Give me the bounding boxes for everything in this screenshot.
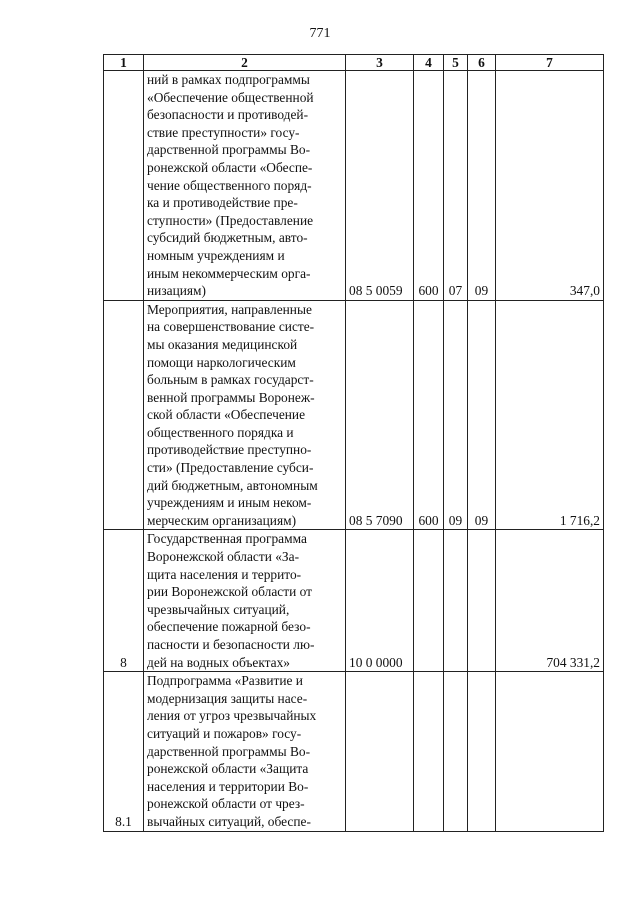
- description-line: ний в рамках подпрограммы: [147, 72, 310, 87]
- description-line: венной программы Воронеж-: [147, 389, 315, 405]
- section-code: [444, 530, 468, 672]
- subsection-code: 09: [468, 71, 496, 301]
- description-line: дарственной программы Во-: [147, 142, 311, 158]
- expense-type: 600: [414, 300, 444, 530]
- description-line: учреждениям и иным неком-: [147, 495, 312, 511]
- description-line: больным в рамках государст-: [147, 372, 314, 388]
- page-number: 771: [309, 26, 331, 41]
- column-header: 7: [496, 55, 604, 71]
- description-line: дий бюджетным, автономным: [147, 477, 318, 493]
- description-line: мы оказания медицинской: [147, 336, 298, 352]
- description-line: мерческим организациям): [147, 512, 297, 528]
- description-line: ронежской области от чрез-: [147, 796, 305, 812]
- budget-code: 10 0 0000: [346, 530, 414, 672]
- table-row: [104, 530, 604, 672]
- column-header: 5: [444, 55, 468, 71]
- section-code: 09: [444, 300, 468, 530]
- amount-value: [496, 672, 604, 831]
- subsection-code: [468, 530, 496, 672]
- column-header: 1: [104, 55, 144, 71]
- expense-type: [414, 672, 444, 831]
- section-code: 07: [444, 71, 468, 301]
- description-line: помощи наркологическим: [147, 354, 296, 370]
- budget-table: [103, 54, 604, 832]
- row-number: 8: [104, 530, 144, 672]
- subsection-code: 09: [468, 300, 496, 530]
- description-line: ступности» (Предоставление: [147, 212, 314, 228]
- amount-value: 704 331,2: [496, 530, 604, 672]
- table-row: [104, 672, 604, 831]
- description-line: Мероприятия, направленные: [147, 301, 312, 317]
- description-line: пасности и безопасности лю-: [147, 637, 315, 652]
- column-header: 4: [414, 55, 444, 71]
- row-number: [104, 300, 144, 530]
- budget-code: 08 5 0059: [346, 71, 414, 301]
- amount-value: 347,0: [496, 71, 604, 301]
- description-line: дей на водных объектах»: [147, 654, 291, 670]
- row-description: [144, 300, 346, 530]
- row-number: 8.1: [104, 672, 144, 831]
- row-description: [144, 71, 346, 301]
- description-line: ронежской области «Обеспе-: [147, 159, 313, 175]
- column-header: 6: [468, 55, 496, 71]
- description-line: ствие преступности» госу-: [147, 124, 300, 140]
- amount-value: 1 716,2: [496, 300, 604, 530]
- table-row: [104, 71, 604, 301]
- column-header: 3: [346, 55, 414, 71]
- description-line: щита населения и террито-: [147, 566, 302, 582]
- description-line: модернизация защиты насе-: [147, 690, 308, 706]
- description-line: вычайных ситуаций, обеспе-: [147, 813, 311, 829]
- description-line: противодействие преступно-: [147, 442, 312, 458]
- row-description: [144, 672, 346, 831]
- description-line: чение общественного поряд-: [147, 177, 312, 193]
- description-line: сти» (Предоставление субси-: [147, 460, 314, 476]
- description-line: иным некоммерческим орга-: [147, 265, 311, 281]
- description-line: ронежской области «Защита: [147, 761, 309, 777]
- description-line: субсидий бюджетным, авто-: [147, 230, 308, 246]
- description-line: безопасности и противодей-: [147, 107, 309, 123]
- description-line: низациям): [147, 283, 206, 299]
- description-line: обеспечение пожарной безо-: [147, 619, 311, 635]
- description-line: дарственной программы Во-: [147, 743, 311, 759]
- description-line: Воронежской области «За-: [147, 549, 300, 565]
- expense-type: 600: [414, 71, 444, 301]
- expense-type: [414, 530, 444, 672]
- description-line: Подпрограмма «Развитие и: [147, 673, 303, 689]
- subsection-code: [468, 672, 496, 831]
- table-row: [104, 300, 604, 530]
- column-header: 2: [144, 55, 346, 71]
- row-description: [144, 530, 346, 672]
- description-line: ситуаций и пожаров» госу-: [147, 725, 302, 741]
- budget-code: 08 5 7090: [346, 300, 414, 530]
- table-body: [104, 71, 604, 832]
- row-number: [104, 71, 144, 301]
- description-line: ской области «Обеспечение: [147, 407, 306, 423]
- budget-code: [346, 672, 414, 831]
- description-line: «Обеспечение общественной: [147, 89, 314, 105]
- description-line: на совершенствование систе-: [147, 319, 315, 335]
- description-line: населения и территории Во-: [147, 778, 309, 794]
- description-line: ка и противодействие пре-: [147, 195, 298, 211]
- header-row: [104, 55, 604, 71]
- description-line: рии Воронежской области от: [147, 584, 312, 600]
- description-line: чрезвычайных ситуаций,: [147, 601, 290, 617]
- description-line: ления от угроз чрезвычайных: [147, 708, 317, 724]
- description-line: номным учреждениям и: [147, 247, 285, 263]
- description-line: общественного порядка и: [147, 424, 294, 440]
- description-line: Государственная программа: [147, 531, 307, 547]
- section-code: [444, 672, 468, 831]
